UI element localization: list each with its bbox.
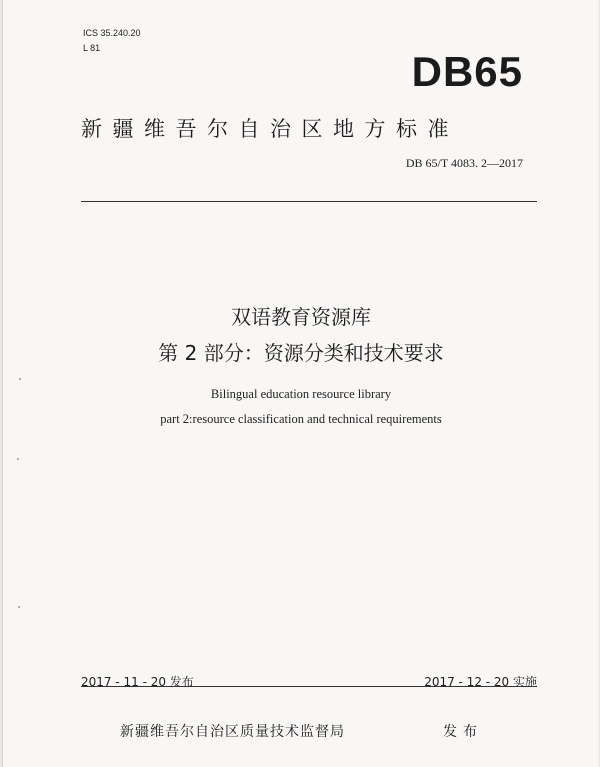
standard-number: DB 65/T 4083. 2—2017 bbox=[405, 156, 523, 170]
title-zh-line-2: 第 2 部分：资源分类和技术要求 bbox=[158, 341, 444, 365]
implementation-date: 2017 - 12 - 20 实施 bbox=[424, 675, 537, 689]
title-zh-line-1: 双语教育资源库 bbox=[231, 305, 371, 329]
scan-speck bbox=[19, 378, 21, 380]
ccs-code: L 81 bbox=[83, 43, 101, 53]
ics-code: ICS 35.240.20 bbox=[83, 28, 141, 38]
title-en-line-1: Bilingual education resource library bbox=[210, 387, 392, 401]
issue-date: 2017 - 11 - 20 发布 bbox=[81, 675, 194, 689]
header-divider bbox=[81, 201, 537, 202]
issuing-authority: 新疆维吾尔自治区质量技术监督局 bbox=[120, 724, 345, 740]
standard-type-heading: 新疆维吾尔自治区地方标准 bbox=[81, 117, 459, 141]
title-en-line-2: part 2:resource classification and technical requirements bbox=[160, 412, 442, 426]
standard-code-mark: DB65 bbox=[411, 48, 523, 95]
scan-speck bbox=[17, 458, 19, 460]
footer-divider bbox=[81, 686, 537, 687]
scan-speck bbox=[18, 606, 20, 608]
standard-cover-page bbox=[2, 0, 599, 767]
issue-label: 发布 bbox=[443, 724, 483, 740]
